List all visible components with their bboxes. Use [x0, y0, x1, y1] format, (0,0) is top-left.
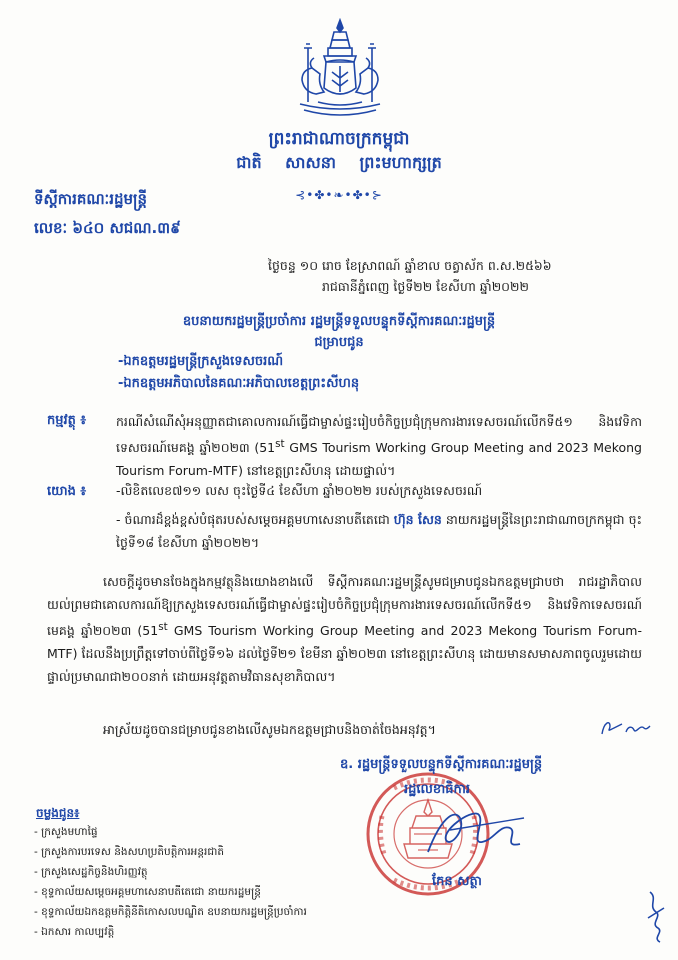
handwritten-signature — [420, 800, 530, 864]
cc-item: - ក្រសួងសេដ្ឋកិច្ចនិងហិរញ្ញវត្ថុ — [34, 866, 148, 878]
to-line: ជម្រាបជូន — [314, 335, 364, 350]
kingdom-heading: ព្រះរាជាណាចក្រកម្ពុជា — [268, 129, 410, 149]
subject-text-en-2: GMS Tourism Working Group Meeting and 2023 Mekong Tourism Forum-MTF — [116, 440, 642, 479]
body-text-en-2: GMS Tourism Working Group Meeting and 2023 Mekong Tourism Forum-MTF — [47, 623, 642, 662]
reference-item-1: -លិខិតលេខ៧១១ លស ចុះថ្ងៃទី៤ ខែសីហា ឆ្នាំ២០២២ របស់ក្រសួងទេសចរណ៍ — [116, 483, 483, 498]
reference-item-2-a: - ចំណារដ៏ខ្ពង់ខ្ពស់បំផុតរបស់សម្តេចអគ្គមហាសេនាបតីតេជោ — [116, 512, 394, 527]
body-text-en: 51 — [142, 623, 159, 639]
body-text-tail: ) ដែលនឹងប្រព្រឹត្តទៅចាប់ពីថ្ងៃទី១៦ ដល់ថ្ងៃទី២១ ខែមីនា ឆ្នាំ២០២៣ នៅខេត្តព្រះសីហនុ ដោយមានសមាសភាពចូលរួមដោយផ្ទាល់ប្រមាណជា២០០នាក់ ដោយអនុវត្តតាមវិធានសុខាភិបាល។ — [47, 646, 642, 685]
reference-item-2 — [116, 508, 642, 554]
prime-minister-name: ហ៊ុន សែន — [393, 512, 442, 527]
cc-title: ចម្លងជូន៖ — [36, 806, 80, 820]
cc-item: - ក្រសួងមហាផ្ទៃ — [34, 826, 98, 838]
recipient-tourism-minister: -ឯកឧត្តមរដ្ឋមន្ត្រីក្រសួងទេសចរណ៍ — [118, 354, 284, 369]
lunar-date: ថ្ងៃចន្ទ ១០ រោច ខែស្រាពណ៍ ឆ្នាំខាល ចត្វាស័ក ព.ស.២៥៦៦ — [268, 258, 552, 273]
cc-item: - ឯកសារ កាលប្បវត្តិ — [34, 926, 115, 938]
body-text-sup: st — [158, 621, 168, 633]
signer-title: ឧ. រដ្ឋមន្ត្រីទទួលបន្ទុកទីស្តីការគណៈរដ្ឋមន្ត្រី — [340, 757, 543, 772]
closing-paragraph: អាស្រ័យដូចបានជម្រាបជូនខាងលើសូមឯកឧត្តមជ្រាបនិងចាត់ចែងអនុវត្ត។ — [103, 722, 436, 737]
subject-text-tail: ) នៅខេត្តព្រះសីហនុ ដោយផ្ទាល់។ — [238, 463, 396, 479]
signer-name: កែន សត្ថា — [432, 874, 482, 889]
subject-label: កម្មវត្ថុ ៖ — [47, 413, 87, 428]
reference-label: យោង ៖ — [47, 484, 87, 499]
reference-number: លេខៈ ៦៤០ សជណ.៣៩ — [34, 219, 181, 237]
initial-mark — [598, 718, 652, 738]
cc-item: - ក្រសួងការបរទេស និងសហប្រតិបត្តិការអន្តរជាតិ — [34, 846, 225, 858]
subject-text-sup: st — [275, 438, 285, 450]
sender-line: ឧបនាយករដ្ឋមន្ត្រីប្រចាំការ រដ្ឋមន្ត្រីទទួលបន្ទុកទីស្តីការគណៈរដ្ឋមន្ត្រី — [182, 314, 496, 329]
ornament-divider: ⊰•✤•❧•✤•⊱ — [295, 188, 383, 202]
cc-item: - ខុទ្ទកាល័យសម្តេចអគ្គមហាសេនាបតីតេជោ នាយករដ្ឋមន្ត្រី — [34, 886, 261, 898]
subject-text-km: ករណីសំណើសុំអនុញ្ញាតជាគោលការណ៍ធ្វើជាម្ចាស់ផ្ទះរៀបចំកិច្ចប្រជុំក្រុមការងារទេសចរណ៍លើកទី៥១ និងវេទិកាទេសចរណ៍មេគង្គ ឆ្នាំ២០២៣ ( — [116, 414, 642, 456]
subject-text — [116, 410, 642, 482]
solar-date: រាជធានីភ្នំពេញ ថ្ងៃទី២២ ខែសីហា ឆ្នាំ២០២២ — [322, 279, 529, 294]
signer-subtitle: រដ្ឋលេខាធិការ — [404, 782, 471, 797]
recipient-provincial-governor: -ឯកឧត្តមអភិបាលនៃគណៈអភិបាលខេត្តព្រះសីហនុ — [118, 376, 360, 391]
body-paragraph — [47, 570, 642, 688]
royal-arms-emblem — [288, 18, 392, 122]
office-name: ទីស្តីការគណៈរដ្ឋមន្ត្រី — [34, 190, 148, 208]
body-text-km: សេចក្តីដូចមានចែងក្នុងកម្មវត្ថុនិងយោងខាងលើ ទីស្តីការគណៈរដ្ឋមន្ត្រីសូមជម្រាបជូនឯកឧត្តមជ្រាបថា រាជរដ្ឋាភិបាលយល់ព្រមជាគោលការណ៍ឱ្យក្រសួងទេសចរណ៍ធ្វើជាម្ចាស់ផ្ទះរៀបចំកិច្ចប្រជុំក្រុមការងារទេសចរណ៍លើកទី៥១ និងវេទិកាទេសចរណ៍មេគង្គ ឆ្នាំ២០២៣ ( — [47, 574, 642, 639]
reference-item-2-b: នាយករដ្ឋមន្ត្រីនៃព្រះរាជាណាចក្រកម្ពុជា ចុះថ្ងៃទី១៨ ខែសីហា ឆ្នាំ២០២២។ — [116, 512, 642, 550]
subject-text-en: 51 — [259, 440, 276, 456]
handwritten-corner-mark — [644, 888, 668, 946]
national-motto: ជាតិ សាសនា ព្រះមហាក្សត្រ — [236, 153, 442, 172]
cc-item: - ខុទ្ទកាល័យឯកឧត្តមកិត្តិនីតិកោសលបណ្ឌិត ឧបនាយករដ្ឋមន្ត្រីប្រចាំការ — [34, 906, 307, 918]
